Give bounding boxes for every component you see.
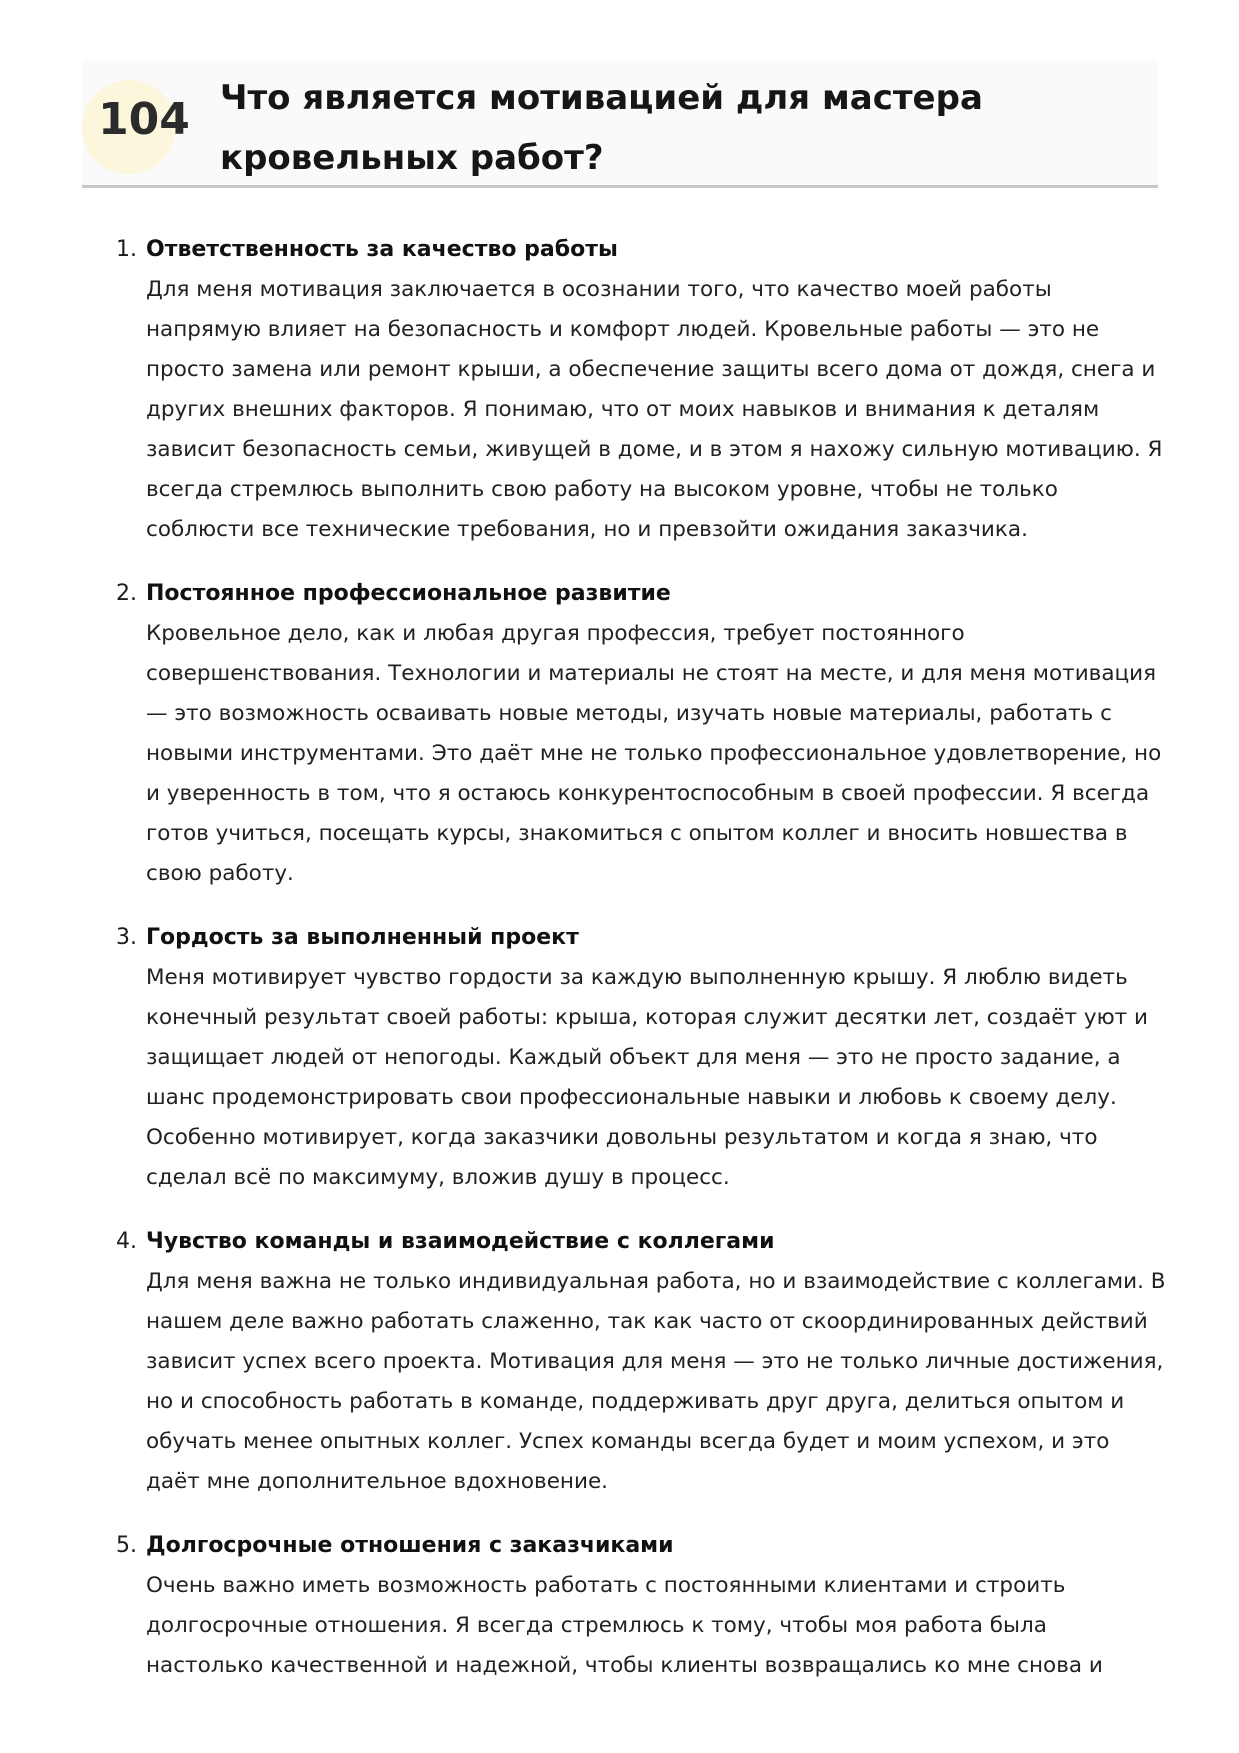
list-item-text: Очень важно иметь возможность работать с постоянными клиентами и строить долгосрочные отношения. Я всегда стремлюсь к тому, чтобы моя работа была настолько качественной и надежной, чтобы клиенты возвращались ко мне снова и — [146, 1573, 1103, 1678]
answer-list — [106, 230, 1166, 1710]
list-item-text: Для меня важна не только индивидуальная работа, но и взаимодействие с коллегами. В нашем деле важно работать слаженно, так как часто от скоординированных действий зависит успех всего проекта. Мотивация для меня — это не только личные достижения, но и способность работать в команде, поддерживать друг друга, делиться опытом и обучать менее опытных коллег. Успех команды всегда будет и моим успехом, и это даёт мне дополнительное вдохновение. — [146, 1269, 1166, 1494]
list-item-number: 2. — [116, 581, 137, 606]
list-item-heading: Постоянное профессиональное развитие — [146, 581, 671, 606]
list-item-heading: Ответственность за качество работы — [146, 237, 618, 262]
list-item-text: Меня мотивирует чувство гордости за каждую выполненную крышу. Я люблю видеть конечный результат своей работы: крыша, которая служит десятки лет, создаёт уют и защищает людей от непогоды. Каждый объект для меня — это не просто задание, а шанс продемонстрировать свои профессиональные навыки и любовь к своему делу. Особенно мотивирует, когда заказчики довольны результатом и когда я знаю, что сделал всё по максимуму, вложив душу в процесс. — [146, 965, 1148, 1190]
list-item — [106, 230, 1166, 550]
list-item — [106, 574, 1166, 894]
question-title: Что является мотивацией для мастера кровельных работ? — [220, 78, 983, 178]
list-item-text: Для меня мотивация заключается в осознании того, что качество моей работы напрямую влияет на безопасность и комфорт людей. Кровельные работы — это не просто замена или ремонт крыши, а обеспечение защиты всего дома от дождя, снега и других внешних факторов. Я понимаю, что от моих навыков и внимания к деталям зависит безопасность семьи, живущей в доме, и в этом я нахожу сильную мотивацию. Я всегда стремлюсь выполнить свою работу на высоком уровне, чтобы не только соблюсти все технические требования, но и превзойти ожидания заказчика. — [146, 277, 1163, 542]
list-item-heading: Чувство команды и взаимодействие с коллегами — [146, 1229, 775, 1254]
list-item — [106, 1222, 1166, 1502]
list-item-number: 4. — [116, 1229, 137, 1254]
list-item — [106, 1526, 1166, 1686]
list-item-number: 5. — [116, 1533, 137, 1558]
question-header — [82, 60, 1158, 188]
list-item-heading: Гордость за выполненный проект — [146, 925, 579, 950]
question-number: 104 — [98, 94, 190, 145]
list-item-number: 3. — [116, 925, 137, 950]
list-item-number: 1. — [116, 237, 137, 262]
list-item-heading: Долгосрочные отношения с заказчиками — [146, 1533, 674, 1558]
list-item — [106, 918, 1166, 1198]
list-item-text: Кровельное дело, как и любая другая профессия, требует постоянного совершенствования. Технологии и материалы не стоят на месте, и для меня мотивация — это возможность осваивать новые методы, изучать новые материалы, работать с новыми инструментами. Это даёт мне не только профессиональное удовлетворение, но и уверенность в том, что я остаюсь конкурентоспособным в своей профессии. Я всегда готов учиться, посещать курсы, знакомиться с опытом коллег и вносить новшества в свою работу. — [146, 621, 1162, 886]
